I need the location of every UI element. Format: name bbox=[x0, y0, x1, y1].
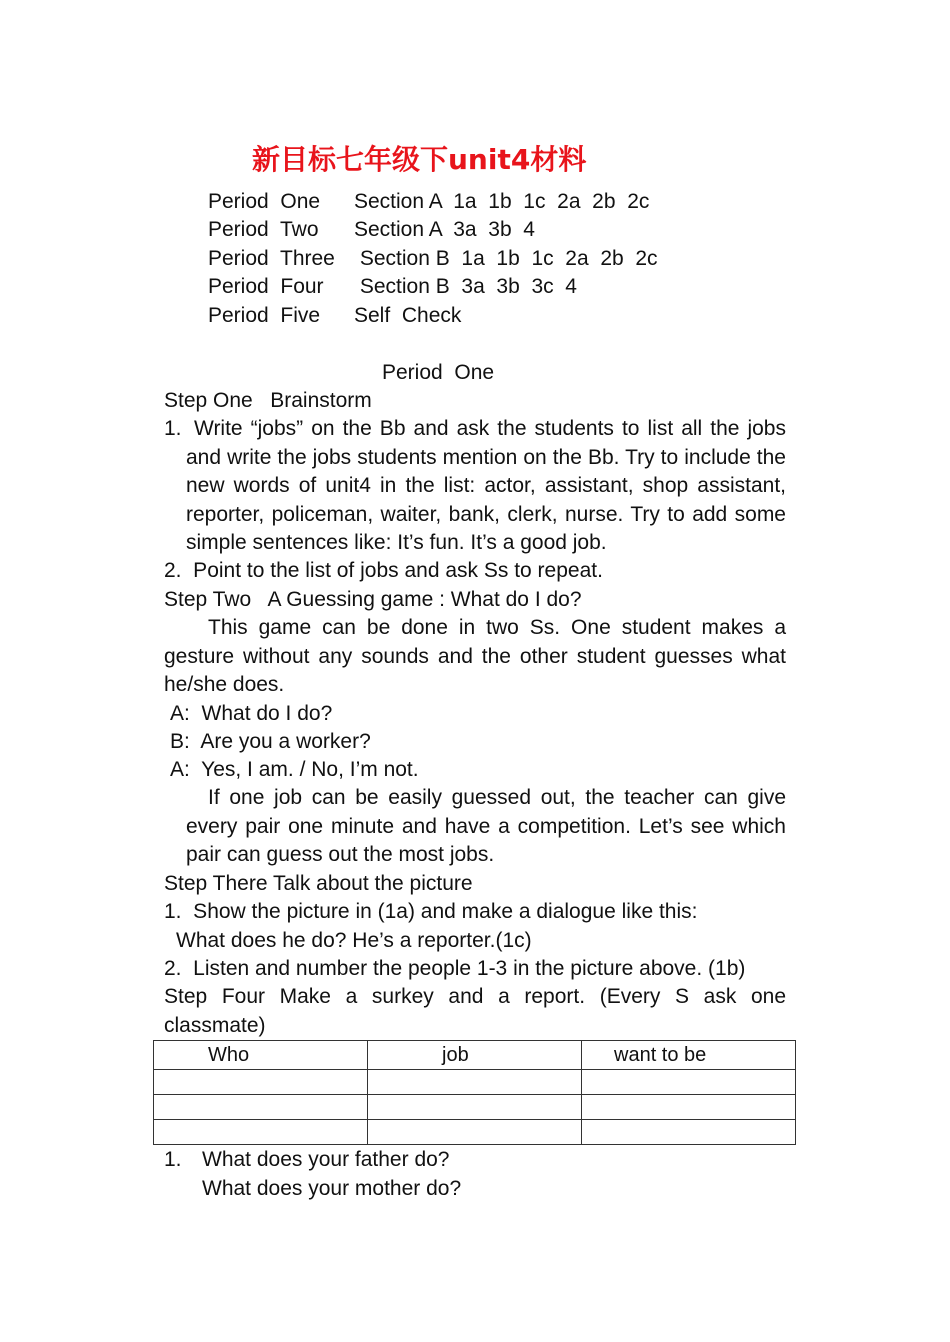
step-two-heading: Step Two A Guessing game : What do I do? bbox=[164, 588, 582, 611]
step-four-heading: Step Four Make a surkey and a report. (Every S ask one classmate) bbox=[164, 985, 786, 1037]
toc-section: Section B 3a 3b 3c 4 bbox=[354, 275, 577, 298]
toc-row bbox=[208, 273, 577, 301]
table-cell[interactable] bbox=[154, 1095, 368, 1120]
table-header-row bbox=[154, 1041, 796, 1070]
table-cell[interactable] bbox=[154, 1120, 368, 1145]
step-one-heading: Step One Brainstorm bbox=[164, 389, 372, 412]
table-header-who: Who bbox=[154, 1041, 368, 1070]
toc-period: Period Two bbox=[208, 218, 319, 241]
step-three-item-2: 2. Listen and number the people 1-3 in the picture above. (1b) bbox=[164, 957, 746, 980]
toc-section: Section A 1a 1b 1c 2a 2b 2c bbox=[354, 190, 650, 213]
table-cell[interactable] bbox=[368, 1120, 582, 1145]
toc-period: Period One bbox=[208, 190, 321, 213]
dialogue-line: A: What do I do? bbox=[170, 702, 333, 725]
step-three-heading: Step There Talk about the picture bbox=[164, 872, 473, 895]
period-heading: Period One bbox=[382, 361, 495, 384]
table-header-job: job bbox=[368, 1041, 582, 1070]
table-cell[interactable] bbox=[582, 1120, 796, 1145]
table-cell[interactable] bbox=[582, 1095, 796, 1120]
table-cell[interactable] bbox=[368, 1070, 582, 1095]
toc-period: Period Three bbox=[208, 247, 335, 270]
toc-section: Section A 3a 3b 4 bbox=[354, 218, 535, 241]
toc-section: Self Check bbox=[354, 304, 462, 327]
toc-row bbox=[208, 188, 649, 216]
step-three-example: What does he do? He’s a reporter.(1c) bbox=[176, 929, 532, 952]
toc-period: Period Four bbox=[208, 275, 324, 298]
toc-row bbox=[208, 216, 535, 244]
step-three-item-1: 1. Show the picture in (1a) and make a dialogue like this: bbox=[164, 900, 698, 923]
table-row bbox=[154, 1120, 796, 1145]
table-header-want-to-be: want to be bbox=[582, 1041, 796, 1070]
step-one-item-1: Write “jobs” on the Bb and ask the students to list all the jobs and write the jobs students mention on the Bb. Try to include the new words of unit4 in the list: actor, assistant, shop assistant, reporter, policeman, waiter, bank, clerk, nurse. Try to add some simple sentences like: It’s fun. It’s a good job. bbox=[186, 417, 786, 555]
dialogue-line: B: Are you a worker? bbox=[170, 730, 371, 753]
toc-period: Period Five bbox=[208, 304, 321, 327]
table-cell[interactable] bbox=[368, 1095, 582, 1120]
toc-section: Section B 1a 1b 1c 2a 2b 2c bbox=[354, 247, 658, 270]
list-number: 1. bbox=[164, 417, 182, 440]
step-two-intro: This game can be done in two Ss. One student makes a gesture without any sounds and the other student guesses what he/she does. bbox=[164, 616, 786, 697]
list-number: 1. bbox=[164, 1148, 182, 1171]
table-cell[interactable] bbox=[582, 1070, 796, 1095]
table-row bbox=[154, 1070, 796, 1095]
table-row bbox=[154, 1095, 796, 1120]
toc-row bbox=[208, 302, 461, 330]
step-two-note: If one job can be easily guessed out, the teacher can give every pair one minute and have a competition. Let’s see which pair can guess out the most jobs. bbox=[186, 786, 786, 867]
question-line: What does your mother do? bbox=[202, 1177, 462, 1200]
question-line: What does your father do? bbox=[202, 1148, 450, 1171]
dialogue-line: A: Yes, I am. / No, I’m not. bbox=[170, 758, 419, 781]
table-cell[interactable] bbox=[154, 1070, 368, 1095]
survey-table bbox=[153, 1040, 796, 1145]
toc-row bbox=[208, 245, 658, 273]
document-title: 新目标七年级下unit4材料 bbox=[252, 143, 587, 176]
step-one-item-2: 2. Point to the list of jobs and ask Ss to repeat. bbox=[164, 559, 603, 582]
